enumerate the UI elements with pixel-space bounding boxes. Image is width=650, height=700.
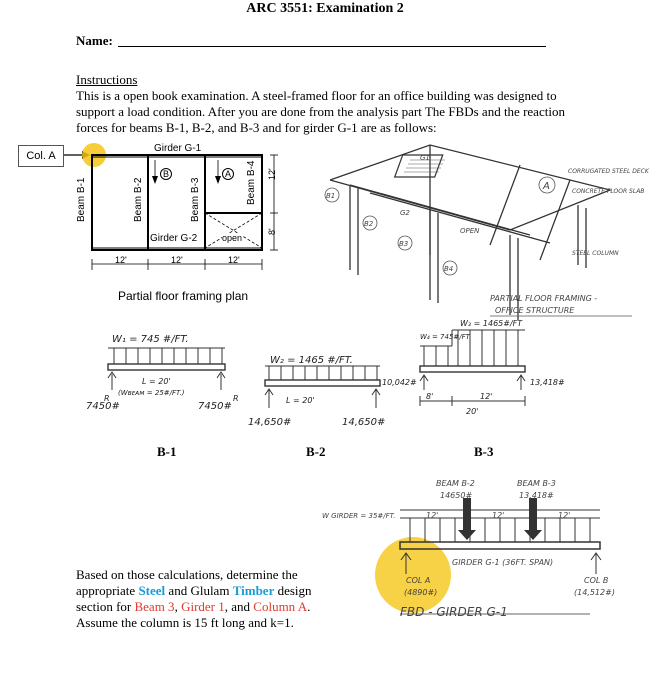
fbd-b1-label: B-1 — [157, 444, 177, 459]
question-text: Based on those calculations, determine the appropriate Steel and Glulam Timber design section for Beam 3, Girder 1, and Column A. Assume the column is 15 ft long and k=1. — [76, 567, 312, 630]
g1-spacing-2: 12' — [492, 511, 505, 520]
b3-load-left: W₄ = 745#/FT — [420, 333, 470, 341]
g1-col-a-reaction: (4890#) — [404, 588, 438, 597]
b1-reaction-left: 7450# — [86, 401, 120, 412]
b1-load: W₁ = 745 #/FT. — [112, 334, 189, 345]
instructions-body: This is a open book examination. A steel-framed floor for an office building was designed to support a load condition. After you are done from the analysis part The FBDs and the reaction forces for beams B-1, B-2, and B-3 and for girder G-1 are as follows: — [76, 88, 565, 135]
iso-label-corrugated: CORRUGATED STEEL DECK — [568, 168, 649, 175]
marker-a: A — [225, 169, 232, 179]
b1-span: L = 20' — [142, 377, 171, 386]
fbd-b2-label: B-2 — [306, 444, 326, 459]
instructions-heading: Instructions — [76, 72, 138, 87]
marker-b: B — [163, 169, 170, 179]
dim-bottom-1: 12' — [115, 255, 127, 265]
isometric-framing-sketch — [310, 135, 649, 325]
girder-g2-label: Girder G-2 — [150, 233, 198, 244]
steel-word: Steel — [138, 583, 166, 598]
iso-label-b2: B2 — [364, 220, 374, 228]
g1-spacing-1: 12' — [426, 511, 439, 520]
iso-label-g2: G2 — [400, 209, 410, 217]
b3-reaction-right: 13,418# — [530, 378, 565, 387]
g1-beam-b2-load: 14650# — [440, 491, 473, 500]
plan-caption: Partial floor framing plan — [118, 289, 249, 303]
column-a-word: Column A — [253, 599, 308, 614]
timber-word: Timber — [232, 583, 275, 598]
g1-beam-b2: BEAM B-2 — [436, 479, 475, 488]
beam-b1-text: Beam B-1 — [76, 177, 87, 222]
b3-reaction-left: 10,042# — [382, 378, 417, 387]
b3-load-total: W₃ = 1465#/FT — [460, 319, 523, 328]
iso-label-b1: B1 — [326, 192, 336, 200]
b2-reaction-right: 14,650# — [342, 417, 386, 428]
g1-beam-b3-load: 13,418# — [519, 491, 554, 500]
beam-b4-text: Beam B-4 — [246, 160, 257, 205]
iso-label-a: A — [543, 181, 550, 192]
page-title: ARC 3551: Examination 2 — [246, 1, 404, 16]
girder1-word: Girder 1 — [181, 599, 225, 614]
g1-spacing-3: 12' — [558, 511, 571, 520]
beam-b2-text: Beam B-2 — [133, 177, 144, 222]
iso-label-open: OPEN — [460, 227, 480, 235]
g1-col-a: COL A — [406, 576, 431, 585]
g1-caption: FBD - GIRDER G-1 — [400, 605, 508, 619]
b3-dim-20: 20' — [466, 407, 479, 416]
b1-r-right: R — [233, 394, 239, 403]
b3-dim-8: 8' — [426, 392, 434, 401]
b1-r-left: R — [104, 394, 110, 403]
dim-bottom-3: 12' — [228, 255, 240, 265]
dim-8-right: 8' — [267, 228, 277, 235]
g1-girder-desc: GIRDER G-1 (36FT. SPAN) — [452, 558, 554, 567]
open-label: open — [222, 233, 243, 243]
beam3-word: Beam 3 — [134, 599, 175, 614]
fbd-b3-label: B-3 — [474, 444, 494, 459]
b1-beam-weight: (Wʙᴇᴀᴍ = 25#/FT.) — [118, 389, 185, 397]
b2-reaction-left: 14,650# — [248, 417, 292, 428]
b2-load: W₂ = 1465 #/FT. — [270, 355, 353, 366]
dim-12-right: 12' — [267, 168, 277, 180]
girder-g1-label: Girder G-1 — [154, 143, 202, 154]
iso-caption-1: PARTIAL FLOOR FRAMING - — [490, 294, 598, 303]
g1-girder-weight: W GIRDER = 35#/FT. — [322, 512, 396, 520]
beam-b3-text: Beam B-3 — [190, 177, 201, 222]
name-label: Name: — [76, 33, 113, 48]
g1-beam-b3: BEAM B-3 — [517, 479, 556, 488]
iso-label-steel-column: STEEL COLUMN — [572, 250, 619, 257]
iso-label-b4: B4 — [444, 265, 454, 273]
g1-col-b: COL B — [584, 576, 609, 585]
iso-label-concrete: CONCRETE FLOOR SLAB — [572, 188, 645, 195]
b3-dim-12: 12' — [480, 392, 493, 401]
name-line — [118, 46, 546, 47]
col-a-label: Col. A — [18, 145, 64, 167]
iso-label-g1: G1 — [420, 154, 430, 162]
b2-span: L = 20' — [286, 396, 315, 405]
iso-label-b3: B3 — [399, 240, 409, 248]
iso-caption-2: OFFICE STRUCTURE — [495, 306, 575, 315]
dim-bottom-2: 12' — [171, 255, 183, 265]
b1-reaction-right: 7450# — [198, 401, 232, 412]
g1-col-b-reaction: (14,512#) — [574, 588, 615, 597]
